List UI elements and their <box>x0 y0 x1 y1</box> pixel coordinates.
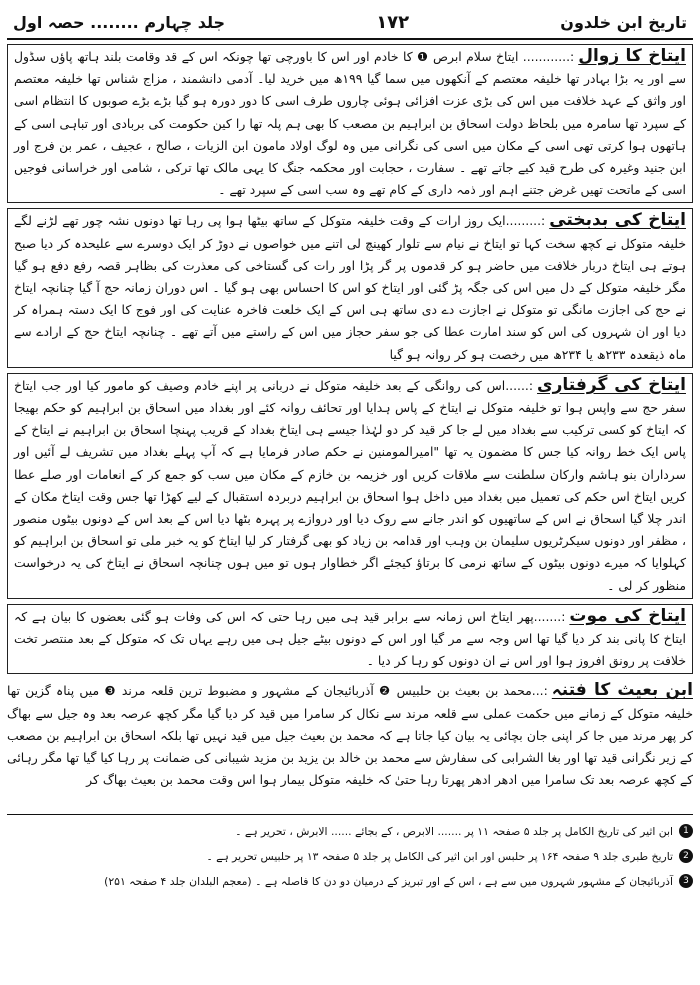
footnote <box>7 822 693 841</box>
footnotes <box>7 822 693 897</box>
volume-label: جلد چہارم ........ حصہ اول <box>13 12 226 32</box>
footnote-divider <box>7 814 693 815</box>
footnote <box>7 872 693 891</box>
section-text: :............ ایتاخ سلام ابرص ❶ کا خادم اور اس کا باورچی تھا چونکہ اس کے قد وقامت بلند ہاتھ پاؤں سڈول سے اور یہ بڑا بہادر تھا خلیفہ معتصم کے آنکھوں میں سما گیا ۱۹۹ھ میں خرید لیا۔ آدمی دانشمند ، مزاج شناس تھا خلیفہ معتصم اور واثق کے عہد خلافت میں اس کی بڑی عزت افزائی ہوئی چاروں طرف اسی کا دور دورہ ہو گیا بڑے بڑے صوبوں کا انتظام اسی کے سپرد تھا سامرہ میں بلحاظ دولت اسحاق بن ابراہیم بن مصعب کا بھی ہم پلہ تھا را کین حکومت کی بربادی اور تباہی اسی کے ہاتھوں ہوا کرتی تھی اسی کے مکان میں اسی کی نگرانی میں وہ لوگ اولاد مامون ابن الزیات ، صالح ، عجیف ، عمر بن فرج اور ابن جنید وغیرہ کی طرح قید کیے جاتے تھے ۔ سفارت ، حجابت اور محکمہ جنگ کا یہی مالک تھا ترکی ، شامی اور خراسانی فوجیں اسی کے ماتحت تھیں غرض جتنے اہم اور ذمہ داری کے کام تھے وہ سب اسی کے سپرد تھے ۔ <box>14 49 686 198</box>
section-text: :.......پھر ایتاخ اس زمانہ سے برابر قید ہی میں رہا حتی کہ اس کی وفات ہو گئی بعضوں کا بیان ہے کہ ایتاخ کا پانی بند کر دیا گیا تھا اس وجہ سے مر گیا اور اس کے دونوں بیٹے جیل ہی میں رہے یہاں تک کہ متوکل کے بعد منتصر تخت خلافت پر رونق افروز ہوا اور اس نے ان دونوں کو رہا کر دیا ۔ <box>14 608 686 669</box>
section-ibn-baith-revolt <box>7 679 693 791</box>
section-heading: ایتاخ کا زوال <box>578 46 686 66</box>
footnote-number: 1 <box>679 824 693 838</box>
section-heading: ابن بعیث کا فتنہ <box>551 680 693 701</box>
section-text: :......اس کی روانگی کے بعد خلیفہ متوکل نے دربانی پر اپنے خادم وصیف کو مامور کیا اور جب ایتاخ سفر حج سے واپس ہوا تو خلیفہ متوکل نے ایتاخ کے پاس ہدایا اور تحائف روانہ کئے اور بغداد میں اسحاق بن ابراہیم کو حکم بھیجا کہ ایتاخ کو کسی ترکیب سے بغداد میں لے جا کر قید کر دو لہٰذا جیسے ہی ایتاخ بغداد کے قریب پہنچا اسحاق بن ابراہیم نے ایتاخ کے پاس ایک خط روانہ کیا جس کا مضمون یہ تھا "امیرالمومنین نے حکم صادر فرمایا ہے کہ آپ پہلے بغداد میں تشریف لے آئیں اور سرداران بنو ہاشم وارکان سلطنت سے ملاقات کریں اور خزیمہ بن خازم کے مکان میں سب کو جمع کر کے انعامات اور صلے عطا کریں ایتاخ اس حکم کی تعمیل میں بغداد میں داخل ہوا اسحاق بن ابراہیم دربردہ استقبال کے لیے کھڑا تھا جس وقت ایتاخ مکان کے اندر چلا گیا اسحاق نے اس کے ساتھیوں کو اندر جانے سے روک دیا اور دروازے پر پہرہ بٹھا دیا اس کے بعد اس کے دونوں بیٹوں منصور ، مظفر اور دونوں سیکرٹریوں سلیمان بن وہب اور قدامہ بن زیاد کو بھی گرفتار کر لیا ایتاخ کو یہ خبر ملی تو اسحاق بن ابراہیم کو کہلوایا کہ میرے دونوں بیٹوں کے ساتھ نرمی کا برتاؤ کیجئے اگر خطاوار ہوں تو میں ہوں چنانچہ اسحاق نے ایتاخ کی یہ درخواست منظور کر لی ۔ <box>14 377 686 593</box>
section-heading: ایتاخ کی موت <box>569 605 686 626</box>
footnote-text: تاریخ طبری جلد ۹ صفحہ ۱۶۴ پر حلبس اور ابن اثیر کی الکامل پر جلد ۵ صفحہ ۱۳ پر حلبیس تحریر ہے ۔ <box>206 850 673 863</box>
section-ietakh-arrest <box>7 373 693 599</box>
page-number: ۱۷۲ <box>376 11 410 33</box>
book-title: تاریخ ابن خلدون <box>560 12 687 32</box>
section-heading: ایتاخ کی بدبختی <box>549 210 686 231</box>
footnote-number: 2 <box>679 849 693 863</box>
section-ietakh-death <box>7 604 693 675</box>
section-text: :.........ایک روز ارات کے وقت خلیفہ متوکل کے ساتھ بیٹھا ہوا پی رہا تھا دونوں نشہ چور تھے لڑنے لگے خلیفہ متوکل نے کچھ سخت کہا تو ایتاخ نے نیام سے تلوار کھینچ لی اتنے میں خواصوں نے دوڑ کر ایک دوسرے سے علیحدہ کر دیا صبح ہوتے ہی ایتاخ دربار خلافت میں حاضر ہو کر قدموں پر گر پڑا اور رات کی گستاخی کی معذرت کی بظاہر قصہ رفع دفع ہو گیا مگر خلیفہ متوکل کے دل میں اس کی جگہ پڑ گئی اور ایتاخ کو اس کا احساس بھی ہو گیا ۔ اس دوران زمانہ حج آ گیا چنانچہ ایتاخ نے حج کی اجازت مانگی تو متوکل نے اجازت دے دی ساتھ ہی اس کے ایک خلعت فاخرہ عنایت کی اور فوج کا ایک دستہ ہمراہ کر دیا اور ان شہروں کی اس کو سند امارت عطا کی جو سفر حجاز میں اس کے راستے میں آتے تھے ۔ چنانچہ ایتاخ حج کے ارادے سے ماہ ذیقعدہ ۲۳۳ھ یا ۲۳۴ھ میں رخصت ہو کر روانہ ہو گیا <box>14 213 686 362</box>
page-frame <box>7 6 693 979</box>
footnote-text: آذربائیجان کے مشہور شہروں میں سے ہے ، اس کے اور تبریز کے درمیان دو دن کا فاصلہ ہے ۔ (معجم البلدان جلد ۴ صفحہ ۲۵۱) <box>104 875 673 888</box>
section-ietakh-misfortune <box>7 208 693 367</box>
main-text <box>7 44 693 802</box>
section-ietakh-decline <box>7 44 693 203</box>
page-header <box>7 6 693 40</box>
footnote-text: ابن اثیر کی تاریخ الکامل پر جلد ۵ صفحہ ۱۱ پر ....... الابرص ، کے بجائے ...... الابرش ، تحریر ہے ۔ <box>235 825 673 838</box>
section-heading: ایتاخ کی گرفتاری <box>537 374 686 395</box>
section-text: :...محمد بن بعیث بن حلبیس ❷ آذربائیجان کے مشہور و مضبوط ترین قلعہ مرند ❸ میں پناہ گزین تھا خلیفہ متوکل کے زمانے میں حکمت عملی سے قلعہ مرند سے نکال کر سامرا میں قید کر دیا گیا مگر کچھ عرصہ بعد وہ جیل سے بھاگ کر پھر مرند میں جا کر اپنی جان بچائی یہ بیان کیا جاتا ہے کہ محمد بن بعیث جیل میں قید نہیں تھا بلکہ اسحاق بن ابراہیم بن مصعب کے زیر نگرانی قید تھا اور بغا الشرابی کی سفارش سے محمد بن خالد بن یزید بن مزید شیبانی کی ضمانت پر رہا کیا گیا تھا مگر رہائی کے کچھ عرصہ بعد تک سامرا میں ادھر ادھر پھرتا رہا حتیٰ کہ خلیفہ متوکل بیمار ہوا اس وقت محمد بن بعیث بھاگ کر <box>7 683 693 788</box>
footnote-number: 3 <box>679 874 693 888</box>
footnote <box>7 847 693 866</box>
